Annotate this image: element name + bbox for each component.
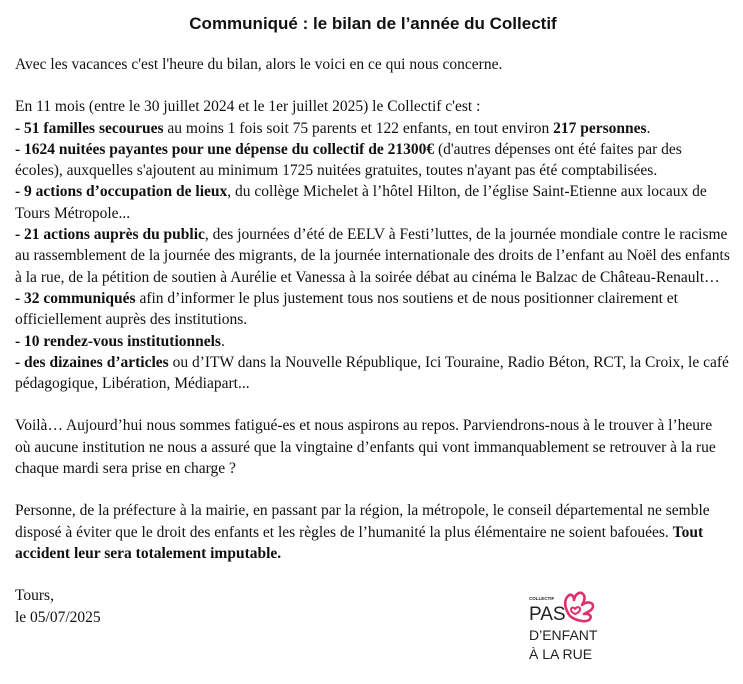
voila-paragraph: Voilà… Aujourd’hui nous sommes fatigué-es et nous aspirons au repos. Parviendrons-nous à le trouver à l’heure où aucune institution ne nous a assuré que la vingtaine d’enfants qui vont immanquablement se retrouver à la rue chaque mardi sera prise en charge ? (15, 417, 716, 478)
communique-document (15, 12, 731, 628)
item-text: . (220, 332, 225, 350)
personne-bold: Tout accident leur sera totalement imputable. (15, 523, 704, 562)
item-bold: - des dizaines d’articles (15, 353, 169, 371)
item-text-2: . (646, 119, 651, 137)
item-bold: - 1624 nuitées payantes pour une dépense du collectif de 21300€ (15, 140, 435, 158)
spacer (15, 479, 731, 500)
item-bold: - 51 familles secourues (15, 119, 164, 137)
spacer (15, 75, 731, 96)
document-title: Communiqué : le bilan de l’année du Collectif (189, 14, 557, 33)
heart-hand-icon (565, 593, 593, 621)
item-text: au moins 1 fois soit 75 parents et 122 enfants, en tout environ (163, 119, 554, 137)
item-text: ou d’ITW dans la Nouvelle République, Ici Touraine, Radio Béton, RCT, la Croix, le café pédagogique, Libération, Médiapart... (15, 353, 729, 393)
list-item (15, 118, 731, 139)
item-text: afin d’informer le plus justement tous nos soutiens et de nous positionner clairement et officiellement auprès des institutions. (15, 289, 678, 329)
logo-graphic (524, 578, 614, 668)
item-bold: - 9 actions d’occupation de lieux (15, 183, 228, 201)
item-bold: - 10 rendez-vous institutionnels (15, 332, 221, 350)
item-text: , du collège Michelet à l’hôtel Hilton, de l’église Saint-Etienne aux locaux de Tours Métropole... (15, 183, 707, 222)
period-line: En 11 mois (entre le 30 juillet 2024 et le 1er juillet 2025) le Collectif c'est : (15, 98, 481, 116)
item-text: (d'autres dépenses ont été faites par des écoles), auxquelles s'ajoutent au minimum 1725 nuitées gratuites, toutes n'ayant pas été comptabilisées. (15, 140, 682, 180)
spacer (15, 564, 731, 585)
signature-place: Tours, (15, 587, 54, 605)
logo-line-2: D’ENFANT (529, 627, 598, 643)
personne-text: Personne, de la préfecture à la mairie, en passant par la région, la métropole, le conseil départemental ne semble disposé à éviter que le droit des enfants et les règles de l’humanité la plus élémentaire ne soient bafouées. (15, 502, 710, 541)
intro-paragraph: Avec les vacances c'est l'heure du bilan, alors le voici en ce qui nous concerne. (15, 56, 503, 73)
logo-small-text: COLLECTIF (529, 596, 555, 601)
list-item (15, 224, 731, 288)
personne-paragraph (15, 500, 731, 564)
list-item (15, 352, 731, 395)
signature-date: le 05/07/2025 (15, 608, 101, 626)
list-item (15, 139, 731, 182)
list-item (15, 288, 731, 331)
list-item (15, 181, 731, 224)
item-bold: - 32 communiqués (15, 289, 136, 307)
list-item (15, 331, 731, 352)
logo-line-3: À LA RUE (529, 646, 593, 662)
collectif-logo (524, 578, 614, 668)
logo-line-1: PAS (529, 604, 566, 625)
item-text: , des journées d’été de EELV à Festi’luttes, de la journée mondiale contre le racisme au rassemblement de la journée des migrants, de la journée internationale des droits de l’enfant au Noël des enfants à la rue, de la pétition de soutien à Aurélie et Vanessa à la soirée débat au cinéma le Balzac de Château-Renault… (15, 226, 730, 286)
item-bold: - 21 actions auprès du public (15, 226, 205, 244)
item-bold-2: 217 personnes (553, 119, 647, 137)
spacer (15, 394, 731, 415)
